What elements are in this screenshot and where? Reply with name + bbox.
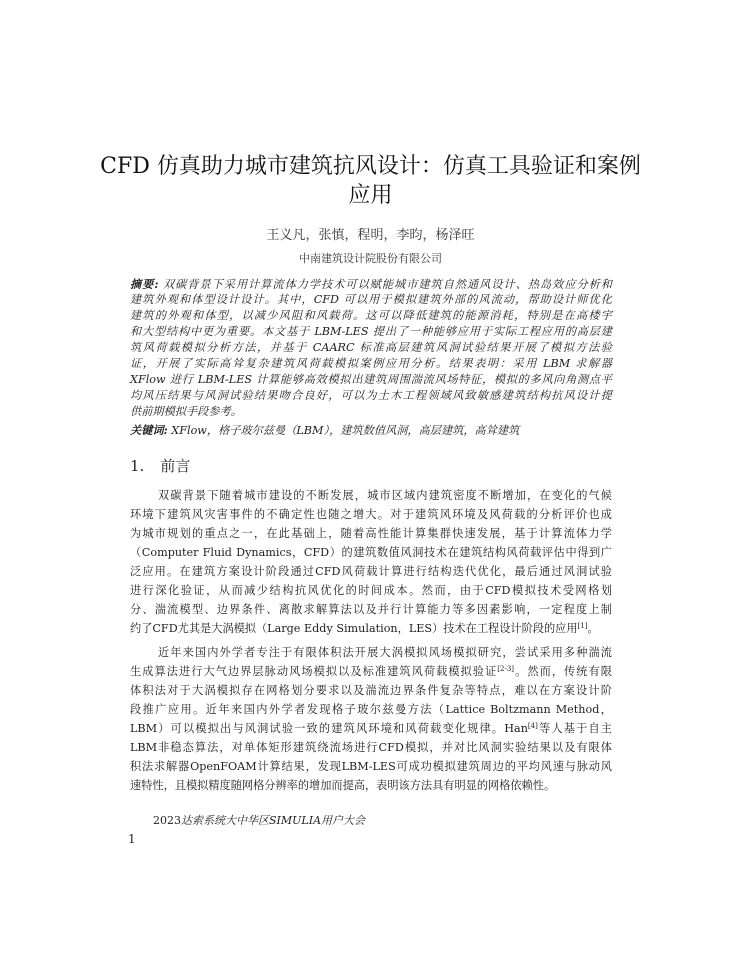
- citation: [4]: [527, 722, 538, 730]
- abstract-text: 双碳背景下采用计算流体力学技术可以赋能城市建筑自然通风设计、热岛效应分析和: [158, 278, 612, 291]
- body-line: 积法求解器OpenFOAM计算结果，发现LBM-LES可成功模拟建筑周边的平均风速与脉动风: [130, 760, 612, 773]
- affiliation: 中南建筑设计院股份有限公司: [299, 252, 442, 265]
- abstract-line: 和大型结构中更为重要。本文基于 LBM-LES 提出了一种能够应用于实际工程应用的高层建: [130, 325, 612, 338]
- citation: [2-3]: [497, 665, 515, 673]
- title-line-2: 应用: [348, 183, 393, 208]
- body-line: 速特性，且模拟精度随网格分辨率的增加而提高，表明该方法具有明显的网格依赖性。: [130, 779, 556, 792]
- body-line: （Computer Fluid Dynamics，CFD）的建筑数值风洞技术在建筑结构风荷载评估中得到广: [130, 546, 612, 559]
- keywords: [130, 422, 612, 439]
- abstract-line: 供前期模拟手段参考。: [130, 405, 242, 418]
- abstract-line: 均风压结果与风洞试验结果吻合良好，可以为土木工程领域风致敏感建筑结构抗风设计提: [130, 389, 612, 402]
- page-number: 1: [128, 832, 136, 846]
- authors: 王义凡，张慎，程明，李昀，杨泽旺: [266, 228, 475, 243]
- abstract-line: 筑风荷载模拟分析方法，并基于 CAARC 标准高层建筑风洞试验结果开展了模拟方法验: [130, 341, 612, 354]
- body-text: 生成算法进行大气边界层脉动风场模拟以及标准建筑风荷载模拟验证: [130, 665, 498, 678]
- body-line: 进行深化验证，从而减少结构抗风优化的时间成本。然而，由于CFD模拟技术受网格划: [130, 584, 612, 597]
- body-line: 体积法对于大涡模拟存在网格划分要求以及湍流边界条件复杂等特点，难以在方案设计阶: [130, 684, 612, 697]
- footer-conference: 达索系统大中华区SIMULIA用户大会: [181, 814, 366, 827]
- footer-year: 2023: [153, 814, 181, 827]
- abstract-label: 摘要:: [130, 277, 159, 291]
- section-heading: [130, 455, 206, 476]
- body-text: LBM）可以模拟出与风洞试验一致的建筑风环境和风荷载变化规律。Han: [130, 722, 528, 735]
- keywords-label: 关键词:: [130, 423, 168, 437]
- body-line: [130, 621, 612, 637]
- citation: [1]: [577, 622, 588, 630]
- body-text: 等人基于自主: [537, 722, 612, 735]
- body-line: LBM非稳态算法，对单体矩形建筑绕流场进行CFD模拟，并对比风洞实验结果以及有限体: [130, 741, 612, 754]
- abstract-line: 建筑的外观和体型，以减少风阻和风载荷。这可以降低建筑的能源消耗，特别是在高楼宇: [130, 309, 612, 322]
- body-line: 近年来国内外学者专注于有限体积法开展大涡模拟风场模拟研究，尝试采用多种湍流: [158, 646, 612, 659]
- keywords-text: XFlow，格子玻尔兹曼（LBM），建筑数值风洞，高层建筑，高耸建筑: [167, 424, 520, 437]
- section-number: 1.: [130, 457, 145, 475]
- body-line: [130, 664, 612, 680]
- abstract-line: 证，开展了实际高耸复杂建筑风荷载模拟案例应用分析。结果表明：采用 LBM 求解器: [130, 357, 612, 370]
- body-text: 约了CFD尤其是大涡模拟（Large Eddy Simulation，LES）技术在工程设计阶段的应用: [130, 622, 578, 635]
- body-line: 分、湍流模型、边界条件、离散求解算法以及并行计算能力等多因素影响，一定程度上制: [130, 603, 612, 616]
- body-text: 。: [587, 622, 599, 635]
- abstract-line: [130, 276, 612, 293]
- page-footer: [153, 812, 365, 828]
- abstract-line: 建筑外观和体型设计设计。其中，CFD 可以用于模拟建筑外部的风流动，帮助设计师优化: [130, 293, 612, 306]
- section-title: 前言: [160, 457, 191, 475]
- title-line-1: CFD 仿真助力城市建筑抗风设计：仿真工具验证和案例: [100, 154, 641, 179]
- body-line: 段推广应用。近年来国内外学者发现格子玻尔兹曼方法（Lattice Boltzmann Method，: [130, 703, 612, 716]
- body-line: 双碳背景下随着城市建设的不断发展，城市区域内建筑密度不断增加，在变化的气候: [158, 489, 612, 502]
- abstract-line: XFlow 进行 LBM-LES 计算能够高效模拟出建筑周围湍流风场特征，模拟的多风向角测点平: [130, 373, 612, 386]
- body-line: 为城市规划的重点之一，在此基础上，随着高性能计算集群快速发展，基于计算流体力学: [130, 527, 612, 540]
- body-line: [130, 721, 612, 737]
- body-line: 环境下建筑风灾害事件的不确定性也随之增大。对于建筑风环境及风荷载的分析评价也成: [130, 508, 612, 521]
- body-line: 泛应用。在建筑方案设计阶段通过CFD风荷载计算进行结构迭代优化，最后通过风洞试验: [130, 565, 612, 578]
- body-text: 。然而，传统有限: [514, 665, 612, 678]
